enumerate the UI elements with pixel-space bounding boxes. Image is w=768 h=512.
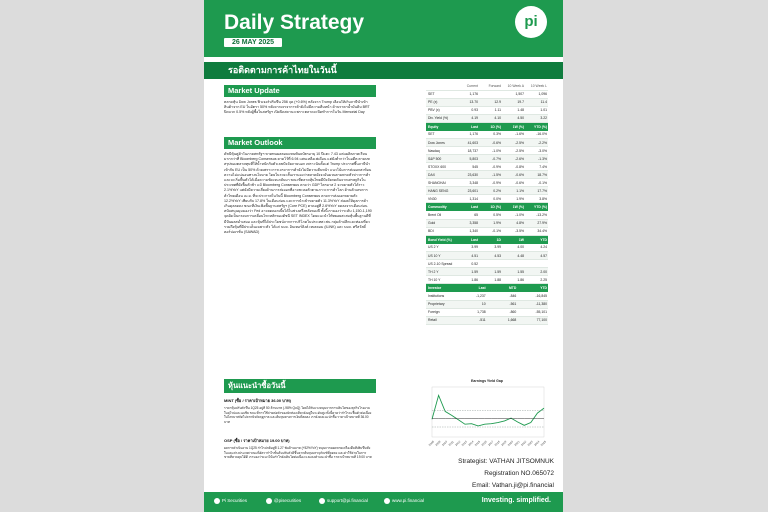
- table-cell: 41,603: [456, 139, 479, 147]
- table-cell: 34.4%: [525, 227, 548, 235]
- table-cell: 3.99: [456, 244, 479, 252]
- table-cell: 545: [456, 163, 479, 171]
- table-cell: 1.48: [502, 106, 525, 114]
- table-cell: 3.99: [479, 244, 502, 252]
- table-cell: 1,507: [502, 90, 525, 98]
- x-tick-label: 2022: [519, 439, 528, 447]
- bond-header-cell: Last: [456, 236, 479, 244]
- table-cell: 3.8%: [525, 195, 548, 203]
- table-cell: US 2 Y: [426, 244, 456, 252]
- valuation-header-cell: 10 Week A: [502, 83, 525, 90]
- pick-mint-name: MINT (ซื้อ / ราคาเป้าหมาย 36.00 บาท): [224, 398, 291, 403]
- table-cell: -2.5%: [502, 147, 525, 155]
- equity-header-row: [426, 123, 548, 131]
- pi-logo: pi: [515, 6, 547, 38]
- table-cell: -0.9%: [479, 163, 502, 171]
- table-cell: -11,380: [517, 300, 548, 308]
- commodity-header-cell: Last: [456, 203, 479, 211]
- table-row: [426, 252, 548, 260]
- pick-osp-text: ผลการดำเนินงาน 1Q25 กำไรปกติอยู่ที่ 1.27 พันล้านบาท (+52%YoY) หนุนจากยอดขายเครื่องดื่มที่เพิ่มขึ้นทั้งในและต่างประเทศ ขณะที่อัตรากำไรขั้นต้นปรับตัวดีขึ้นจากต้นทุนบรรจุภัณฑ์ที่ลดลง และค่าใช้จ่ายในการขายที่ควบคุมได้ดี เรามองว่าแนวโน้มกำไรยังเติบโตต่อเนื่อง และคงคำแนะนำซื้อ ราคาเป้าหมายที่ 19.00 บาท: [224, 446, 372, 460]
- table-cell: -0.7%: [479, 155, 502, 163]
- table-cell: PE (x): [426, 98, 456, 106]
- table-cell: 4.48: [502, 252, 525, 260]
- table-row: [426, 211, 548, 219]
- table-cell: US 2-10 Spread: [426, 260, 456, 268]
- x-tick-label: 2015: [473, 439, 482, 447]
- table-cell: 65: [456, 211, 479, 219]
- table-cell: Nasdaq: [426, 147, 456, 155]
- table-row: [426, 260, 548, 268]
- table-cell: 18.7%: [525, 171, 548, 179]
- table-cell: 0.2%: [479, 187, 502, 195]
- table-cell: BDI: [426, 227, 456, 235]
- equity-header-cell: Last: [456, 123, 479, 131]
- report-date: 26 MAY 2025: [224, 38, 282, 47]
- table-cell: TH 2 Y: [426, 268, 456, 276]
- table-row: [426, 195, 548, 203]
- investor-table: [426, 284, 548, 325]
- table-cell: 1.59: [479, 268, 502, 276]
- x-tick-label: 2024: [533, 439, 541, 447]
- commodity-header-row: [426, 203, 548, 211]
- table-row: [426, 163, 548, 171]
- equity-header-cell: 1W (%): [502, 123, 525, 131]
- table-cell: [479, 260, 502, 268]
- table-cell: 10: [456, 300, 487, 308]
- table-cell: US 10 Y: [426, 252, 456, 260]
- table-cell: 1,096: [525, 90, 548, 98]
- table-row: [426, 155, 548, 163]
- table-row: [426, 171, 548, 179]
- report-header: [204, 0, 563, 57]
- footer-website[interactable]: www.pi.financial: [384, 498, 424, 504]
- pick-osp-name: OSP (ซื้อ / ราคาเป้าหมาย 19.00 บาท): [224, 438, 290, 443]
- commodity-header-cell: YTD (%): [525, 203, 548, 211]
- table-cell: 4.19: [456, 114, 479, 122]
- table-cell: -561: [487, 300, 518, 308]
- table-cell: 2.25: [525, 276, 548, 284]
- table-cell: -16.0%: [525, 131, 548, 139]
- table-cell: 4.00: [502, 244, 525, 252]
- table-row: [426, 98, 548, 106]
- investor-header-cell: Last: [456, 284, 487, 292]
- table-row: [426, 179, 548, 187]
- table-cell: -0.6%: [502, 171, 525, 179]
- table-cell: SHANGHAI: [426, 179, 456, 187]
- table-cell: DAX: [426, 171, 456, 179]
- chart-title: Earnings Yield Gap: [471, 379, 503, 383]
- footer-company[interactable]: Pi Securities: [214, 498, 247, 504]
- market-update-title: Market Update: [224, 85, 376, 97]
- table-row: [426, 187, 548, 195]
- mail-icon: [319, 498, 325, 504]
- table-cell: 1,668: [487, 316, 518, 324]
- table-cell: 5,803: [456, 155, 479, 163]
- series-line-earnings-yield-gap: [432, 395, 544, 426]
- table-cell: 1.86: [502, 276, 525, 284]
- strategist-name: Strategist: VATHAN JITSOMNUK: [458, 458, 554, 465]
- table-cell: 4.24: [525, 244, 548, 252]
- table-cell: 0.5%: [479, 211, 502, 219]
- footer-tagline: Investing. simplified.: [481, 497, 551, 504]
- table-cell: SET: [426, 131, 456, 139]
- market-update-text: ตลาดหุ้น Dow Jones ฟิวเจอร์ปรับขึ้น 256 จุด (+0.6%) หลังจาก Trump เลื่อนให้เก็บภาษีนำเข้าสินค้าจาก EU ในอัตรา 50% หลังจากเจรจาการค้ายังไม่มีความคืบหน้า ด้านราคาน้ำมันดิบ BRT ปิดบวก 0.5% หลังผู้ซื้อในสหรัฐฯ เปิดปิดสถานะเพราะตลาดจะปิดทำการในวัน Memorial Day: [224, 100, 370, 115]
- table-cell: 1.9%: [479, 219, 502, 227]
- table-cell: S&P 500: [426, 155, 456, 163]
- table-cell: 17.7%: [525, 187, 548, 195]
- commodity-header-cell: 1W (%): [502, 203, 525, 211]
- table-cell: 1,738: [456, 308, 487, 316]
- table-cell: 1.01: [525, 106, 548, 114]
- valuation-header-cell: [426, 83, 456, 90]
- table-row: [426, 106, 548, 114]
- table-cell: 0.3%: [479, 131, 502, 139]
- table-cell: 1.55: [502, 268, 525, 276]
- table-cell: 23,630: [456, 171, 479, 179]
- table-cell: 1.11: [479, 106, 502, 114]
- table-cell: 1.88: [479, 276, 502, 284]
- table-cell: -0.1%: [525, 179, 548, 187]
- footer-social[interactable]: @pisecurities: [266, 498, 301, 504]
- x-tick-label: 2018: [493, 439, 501, 447]
- table-row: [426, 147, 548, 155]
- table-cell: -2.2%: [525, 139, 548, 147]
- x-tick-label: 2011: [447, 439, 455, 447]
- table-row: [426, 114, 548, 122]
- table-row: [426, 219, 548, 227]
- table-cell: -2.6%: [502, 155, 525, 163]
- table-cell: Gold: [426, 219, 456, 227]
- table-cell: Div. Yield (%): [426, 114, 456, 122]
- stock-picks-title: หุ้นแนะนำซื้อวันนี้: [224, 379, 376, 393]
- table-cell: Dow Jones: [426, 139, 456, 147]
- chart-svg: [426, 379, 548, 451]
- bond-header-cell: 1W: [502, 236, 525, 244]
- x-tick-label: 2021: [513, 439, 521, 447]
- table-cell: 19.7: [502, 98, 525, 106]
- equity-header-cell: YTD (%): [525, 123, 548, 131]
- table-cell: -16,845: [517, 292, 548, 300]
- table-cell: -1.0%: [479, 147, 502, 155]
- table-cell: -0.9%: [479, 179, 502, 187]
- table-cell: TH 10 Y: [426, 276, 456, 284]
- table-cell: [525, 260, 548, 268]
- table-cell: -1.3%: [525, 155, 548, 163]
- table-cell: -1.6%: [502, 131, 525, 139]
- table-cell: 1,340: [456, 227, 479, 235]
- market-outlook-title: Market Outlook: [224, 137, 376, 149]
- table-row: [426, 308, 548, 316]
- table-cell: 0.0%: [479, 195, 502, 203]
- table-cell: 1,314: [456, 195, 479, 203]
- x-tick-label: 2016: [480, 439, 488, 447]
- x-tick-label: 2012: [454, 439, 462, 447]
- table-cell: Brent Oil: [426, 211, 456, 219]
- table-cell: -1.0%: [502, 211, 525, 219]
- table-cell: -0.6%: [502, 179, 525, 187]
- table-cell: 77,100: [517, 316, 548, 324]
- valuation-header-row: [426, 83, 548, 90]
- table-cell: 1,176: [456, 90, 479, 98]
- table-cell: 4.8%: [502, 219, 525, 227]
- table-row: [426, 316, 548, 324]
- bond-header-cell: Bond Yield (%): [426, 236, 456, 244]
- strategist-email[interactable]: Email: Vathan.ji@pi.financial: [472, 482, 554, 489]
- x-tick-label: 2025: [539, 439, 547, 447]
- valuation-header-cell: Forward: [479, 83, 502, 90]
- table-cell: 18,737: [456, 147, 479, 155]
- market-data-tables: [426, 83, 548, 325]
- investor-header-cell: Investor: [426, 284, 456, 292]
- table-cell: Institutions: [426, 292, 456, 300]
- table-cell: -13.2%: [525, 211, 548, 219]
- table-cell: -1.5%: [479, 171, 502, 179]
- chart-frame: [432, 387, 544, 437]
- table-cell: 1.86: [456, 276, 479, 284]
- x-tick-label: 2023: [526, 439, 534, 447]
- x-tick-label: 2008: [427, 439, 435, 447]
- x-tick-label: 2020: [506, 439, 514, 447]
- table-cell: Foreign: [426, 308, 456, 316]
- table-cell: 27.9%: [525, 219, 548, 227]
- footer-email[interactable]: support@pi.financial: [319, 498, 368, 504]
- table-cell: -55,101: [517, 308, 548, 316]
- equity-header-cell: 1D (%): [479, 123, 502, 131]
- x-tick-label: 2013: [460, 439, 468, 447]
- social-icon: [266, 498, 272, 504]
- table-cell: 3,358: [456, 219, 479, 227]
- table-row: [426, 292, 548, 300]
- table-cell: 1.9%: [502, 195, 525, 203]
- equity-header-cell: Equity: [426, 123, 456, 131]
- x-tick-label: 2014: [467, 439, 475, 447]
- table-cell: -3.0%: [525, 147, 548, 155]
- table-cell: 1.59: [456, 268, 479, 276]
- table-cell: PBV (x): [426, 106, 456, 114]
- commodity-table: [426, 203, 548, 236]
- table-row: [426, 244, 548, 252]
- company-icon: [214, 498, 220, 504]
- table-cell: 4.57: [525, 252, 548, 260]
- table-cell: 7.4%: [525, 163, 548, 171]
- table-cell: 4.10: [479, 114, 502, 122]
- table-cell: 1,176: [456, 131, 479, 139]
- strategist-registration: Registration NO.065072: [484, 470, 554, 477]
- table-cell: VN30: [426, 195, 456, 203]
- bond-yield-table: [426, 236, 548, 285]
- table-cell: 23,601: [456, 187, 479, 195]
- table-cell: Retail: [426, 316, 456, 324]
- equity-table: [426, 123, 548, 204]
- valuation-header-cell: 10 Week L: [525, 83, 548, 90]
- earnings-yield-gap-chart: [426, 379, 548, 451]
- table-cell: [502, 260, 525, 268]
- table-cell: 4.51: [456, 252, 479, 260]
- table-cell: 0.52: [456, 260, 479, 268]
- table-cell: -1,237: [456, 292, 487, 300]
- valuation-table: [426, 83, 548, 123]
- report-page: [204, 0, 563, 512]
- table-cell: 13.70: [456, 98, 479, 106]
- table-cell: -860: [487, 308, 518, 316]
- table-cell: -0.1%: [479, 227, 502, 235]
- table-cell: 1.1%: [502, 187, 525, 195]
- commodity-header-cell: 1D (%): [479, 203, 502, 211]
- market-outlook-text: ดัชนีหุ้นคู่ค้าในภาคสหรัฐฯ ขาดทนผลตอบแทนพันธบัตรอายุ 10 ปีแตะ 7.43 แต่แผลิตภาคเรียนมากกว่าที่ Bloomberg Consensus คาดไว้ที่ 6.94 แสนเหลือเฟเดือน แต่ยังต่ำกว่าในอดีต ตามบทสรุปของตลาดทุนที่ให้น้ำหนักกับตัวเลขปัจจัยภายนอก เพราะนับตั้งแต่ Trump ประกาศขึ้นภาษีนำเข้ากับ EU เป็น 50% ด้วยเพราะการเจรจาการค้ายังไม่มีความคืบหน้า แนวโน้มการส่งออกสะท้อนความไม่แน่นอนทางนโยบาย โดยในระยะสั้นเรามองว่าตลาดยังจะผันผวนตามพาดหัวข่าวการค้า และจะเริ่มฟื้นตัวได้เมื่อความชัดเจนกลับมา ขณะที่ตลาดหุ้นไทยมีปัจจัยกดดันจากเศรษฐกิจในประเทศที่ยังฟื้นตัวช้า แม้ Bloomberg Consensus คาดว่า GDP ไตรมาส 2 จะขยายตัวได้ราว 2.1%YoY แต่ยังมีความเสี่ยงด้านการส่งออกที่อาจชะลอตัวตามภาวะการค้าโลก ด้านตัวเลขการค้าไทยเดือน เม.ย. ที่จะประกาศในวันนี้ Bloomberg Consensus คาดการส่งออกขยายตัว 12.2%YoY เทียบกับ 17.8% ในเดือนก่อน และการนำเข้าขยายตัว 11.3%YoY ส่งผลให้ดุลการค้าเกินดุลลดลง ขณะที่เงินเฟ้อพื้นฐานสหรัฐฯ (Core PCE) คาดอยู่ที่ 2.6%YoY ลดลงจากเดือนก่อน สนับสนุนมุมมองว่า Fed อาจลดดอกเบี้ยได้ในช่วงครึ่งหลังของปี ทั้งนี้เรามองว่าระดับ 1,150-1,190 จุดยังเป็นกรอบการเคลื่อนไหวหลักของดัชนี SET INDEX โดยแนะนำให้ทยอยสะสมหุ้นพื้นฐานดีที่มีปันผลสม่ำเสมอ และหุ้นที่ได้ประโยชน์จากการบริโภคในประเทศ เช่น กลุ่มค้าปลีกและท่องเที่ยว รวมถึงหุ้นที่มีประเด็นเฉพาะตัว ได้แก่ บมจ. อินเทอร์ลิงค์ เทเลคอม (ILINK) และ บมจ. ศรีสวัสดิ์ คอร์ปอเรชั่น (SAWAD): [224, 152, 372, 235]
- table-cell: 3.22: [525, 114, 548, 122]
- report-footer: [204, 492, 563, 512]
- table-cell: 3,348: [456, 179, 479, 187]
- table-cell: [479, 90, 502, 98]
- table-cell: SET: [426, 90, 456, 98]
- x-tick-label: 2017: [486, 439, 495, 447]
- x-tick-label: 2009: [434, 439, 442, 447]
- pick-mint-text: ราคาหุ้นปรับตัวขึ้น 1Q25 อยู่ที่ 50 ล้านบาท (-98% QoQ) โดยได้รับแรงหนุนจากการเติบโตของธุรกิจโรงแรมในยุโรปและเอเชีย ขณะที่การใช้จ่ายต่อหัวของนักท่องเที่ยวยังอยู่ในระดับสูง ทั้งนี้คาดว่ากำไรจะฟื้นตัวต่อเนื่องในไตรมาสถัดไปจากปัจจัยฤดูกาล และต้นทุนทางการเงินที่ลดลง เรายังคงแนะนำซื้อ ราคาเป้าหมายที่ 36.00 บาท: [224, 406, 372, 424]
- globe-icon: [384, 498, 390, 504]
- table-cell: 11.4: [525, 98, 548, 106]
- table-cell: HANG SENG: [426, 187, 456, 195]
- investor-header-row: [426, 284, 548, 292]
- x-tick-label: 2019: [500, 439, 508, 447]
- investor-header-cell: YTD: [517, 284, 548, 292]
- x-tick-label: 2010: [440, 439, 449, 447]
- table-cell: 12.9: [479, 98, 502, 106]
- investor-header-cell: MTD: [487, 284, 518, 292]
- table-row: [426, 139, 548, 147]
- table-cell: 2.00: [525, 268, 548, 276]
- table-row: [426, 276, 548, 284]
- table-cell: 4.53: [479, 252, 502, 260]
- table-cell: -0.8%: [502, 163, 525, 171]
- table-row: [426, 227, 548, 235]
- bond-header-cell: YTD: [525, 236, 548, 244]
- table-cell: Proprietary: [426, 300, 456, 308]
- bond-header-cell: 1D: [479, 236, 502, 244]
- table-row: [426, 268, 548, 276]
- table-cell: -2.5%: [502, 139, 525, 147]
- report-title: Daily Strategy: [224, 11, 365, 34]
- table-cell: STOXX 600: [426, 163, 456, 171]
- table-row: [426, 300, 548, 308]
- headline-banner: รอติดตามการค้าไทยในวันนี้: [204, 62, 563, 79]
- commodity-header-cell: Commodity: [426, 203, 456, 211]
- valuation-header-cell: Current: [456, 83, 479, 90]
- table-cell: 0.93: [456, 106, 479, 114]
- table-row: [426, 131, 548, 139]
- table-row: [426, 90, 548, 98]
- table-cell: -511: [456, 316, 487, 324]
- table-cell: -846: [487, 292, 518, 300]
- table-cell: -0.6%: [479, 139, 502, 147]
- table-cell: 4.50: [502, 114, 525, 122]
- bond-header-row: [426, 236, 548, 244]
- table-cell: -3.5%: [502, 227, 525, 235]
